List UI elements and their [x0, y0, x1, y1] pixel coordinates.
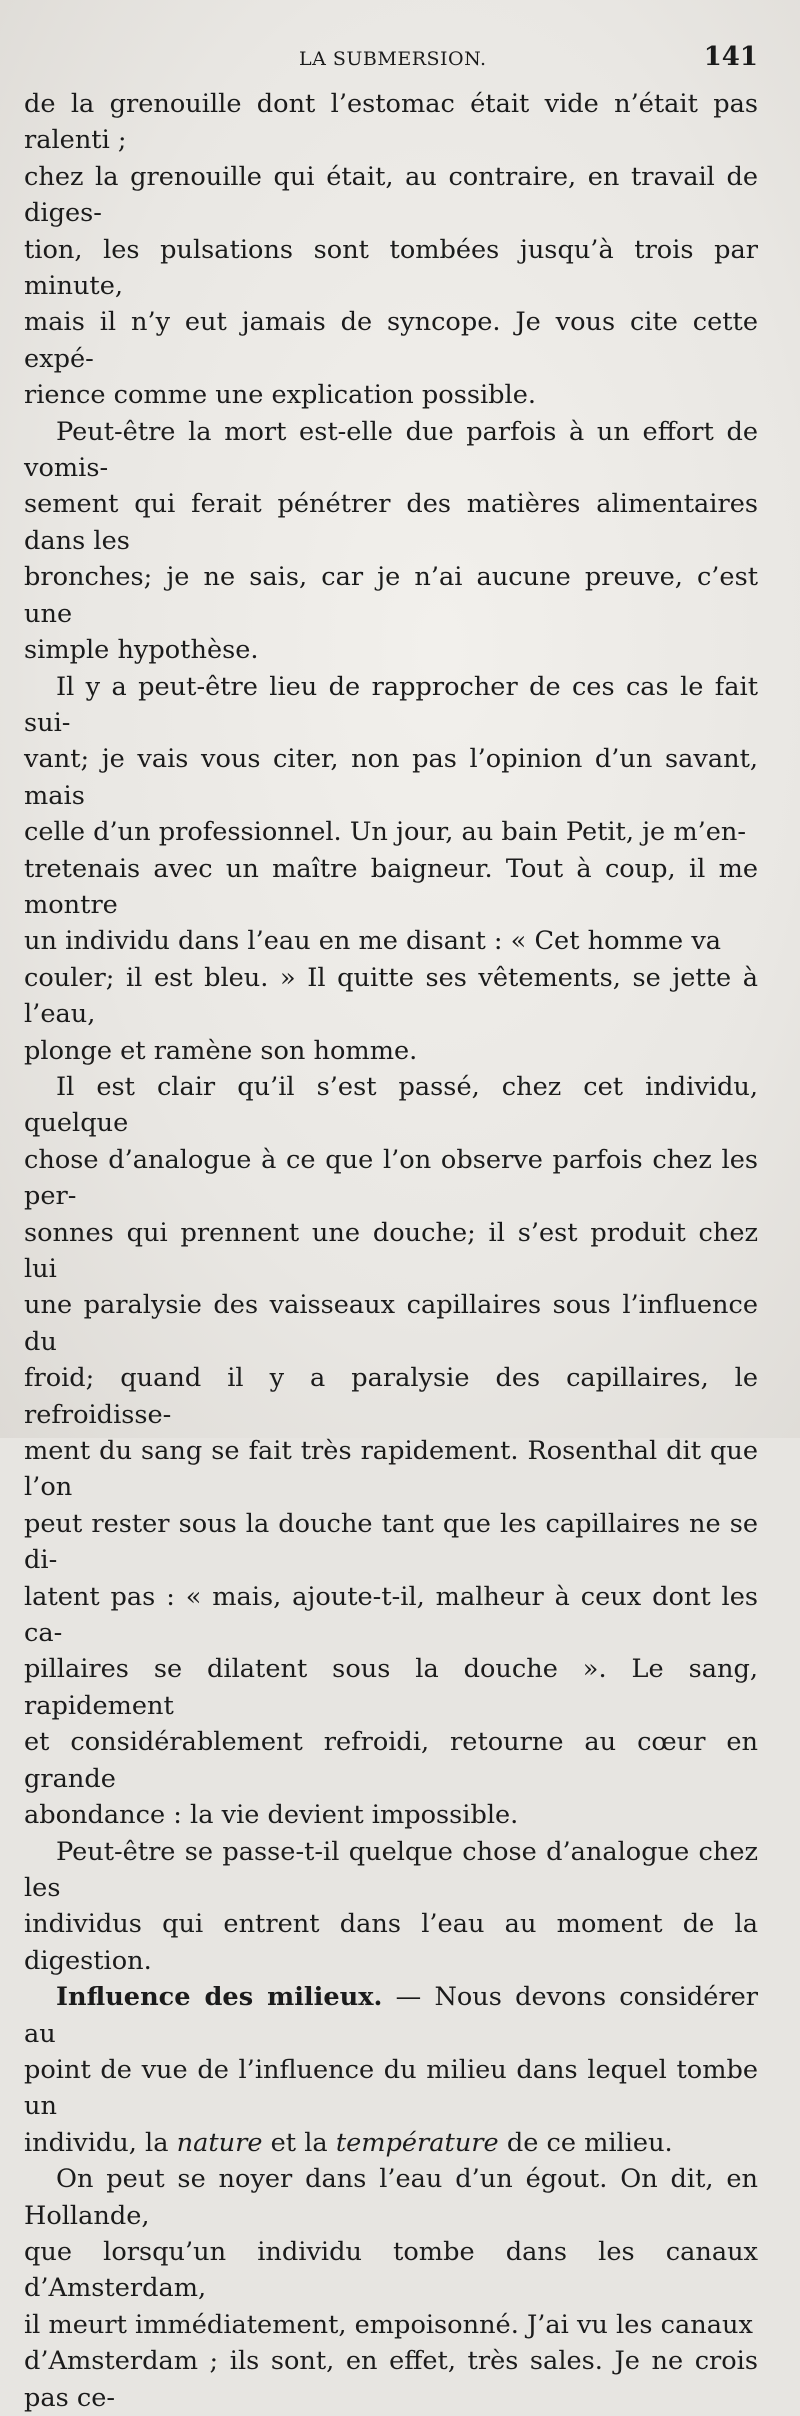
text-line: d’Amsterdam ; ils sont, en effet, très sales. Je ne crois pas ce-: [24, 2346, 758, 2413]
page-number: 141: [703, 42, 758, 72]
text-line: Peut-être la mort est-elle due parfois à un effort de vomis-: [24, 416, 758, 484]
paragraph-vomiting-hypothesis: [24, 414, 758, 669]
text-line: Peut-être se passe-t-il quelque chose d’analogue chez les: [24, 1836, 758, 1903]
text-line: un individu dans l’eau en me disant : « Cet homme va: [24, 926, 722, 957]
running-title: LA SUBMERSION.: [299, 48, 487, 70]
text-line: plonge et ramène son homme.: [24, 1035, 418, 1066]
text-line: chose d’analogue à ce que l’on observe parfois chez les per-: [24, 1144, 758, 1212]
text-line: couler; il est bleu. » Il quitte ses vêtements, se jette à l’eau,: [24, 962, 758, 1030]
text-line: pillaires se dilatent sous la douche ». Le sang, rapidement: [24, 1654, 758, 1721]
text-line: peut rester sous la douche tant que les capillaires ne se di-: [24, 1508, 758, 1576]
text-line: que lorsqu’un individu tombe dans les canaux d’Amsterdam,: [24, 2236, 758, 2304]
text-line: de la grenouille dont l’estomac était vide n’était pas ralenti ;: [24, 89, 758, 156]
text-line: rience comme une explication possible.: [24, 380, 536, 411]
italic-term-nature: nature: [176, 2127, 263, 2158]
text-line: il meurt immédiatement, empoisonné. J’ai vu les canaux: [24, 2309, 753, 2340]
text-line: sonnes qui prennent une douche; il s’est produit chez lui: [24, 1217, 758, 1284]
paragraph-frog-experiment: [24, 86, 758, 414]
text-line: On peut se noyer dans l’eau d’un égout. On dit, en Hollande,: [24, 2164, 758, 2231]
text-line: celle d’un professionnel. Un jour, au bain Petit, je m’en-: [24, 817, 747, 848]
paragraph-amsterdam-canals: [24, 2161, 758, 2416]
text-line: Il est clair qu’il s’est passé, chez cet individu, quelque: [24, 1071, 758, 1139]
text-line: et considérablement refroidi, retourne au cœur en grande: [24, 1727, 758, 1794]
text-line: ment du sang se fait très rapidement. Rosenthal dit que l’on: [24, 1436, 758, 1503]
text-run: individu, la: [24, 2127, 177, 2158]
body-text: [24, 86, 758, 2416]
text-line: simple hypothèse.: [24, 635, 259, 666]
paragraph-influence-des-milieux: [24, 1979, 758, 2161]
text-line: abondance : la vie devient impossible.: [24, 1800, 519, 1831]
text-line: sement qui ferait pénétrer des matières alimentaires dans les: [24, 489, 758, 556]
text-line: Il y a peut-être lieu de rapprocher de ces cas le fait sui-: [24, 671, 758, 738]
text-line: froid; quand il y a paralysie des capillaires, le refroidisse-: [24, 1363, 758, 1430]
text-run: et la: [262, 2127, 336, 2158]
section-heading: Influence des milieux.: [56, 1982, 383, 2013]
page-header: [24, 38, 758, 84]
text-line: une paralysie des vaisseaux capillaires sous l’influence du: [24, 1290, 758, 1357]
text-line: vant; je vais vous citer, non pas l’opinion d’un savant, mais: [24, 744, 758, 811]
text-run: de ce milieu.: [498, 2127, 673, 2158]
text-line: mais il n’y eut jamais de syncope. Je vous cite cette expé-: [24, 307, 758, 374]
text-line: bronches; je ne sais, car je n’ai aucune preuve, c’est une: [24, 562, 758, 629]
text-line: tion, les pulsations sont tombées jusqu’à trois par minute,: [24, 234, 758, 302]
text-line: — Nous devons considérer au: [24, 1982, 759, 2049]
paragraph-digestion: [24, 1834, 758, 1980]
text-line: chez la grenouille qui était, au contraire, en travail de diges-: [24, 161, 758, 229]
paragraph-bath-anecdote: [24, 669, 758, 1069]
text-line: tretenais avec un maître baigneur. Tout à coup, il me montre: [24, 853, 758, 920]
paragraph-capillary-paralysis: [24, 1069, 758, 1834]
italic-term-temperature: température: [335, 2127, 499, 2158]
text-line: latent pas : « mais, ajoute-t-il, malheur à ceux dont les ca-: [24, 1581, 758, 1649]
text-line: individus qui entrent dans l’eau au moment de la digestion.: [24, 1909, 758, 1976]
text-line: point de vue de l’influence du milieu dans lequel tombe un: [24, 2054, 758, 2122]
